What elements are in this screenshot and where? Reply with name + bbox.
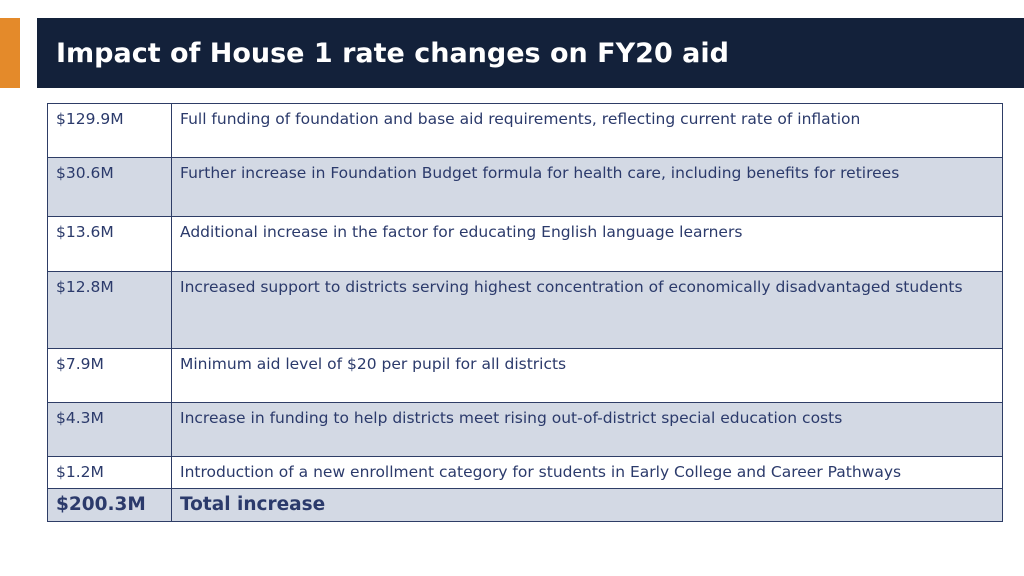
description-cell: Minimum aid level of $20 per pupil for all districts [172,349,1003,403]
description-cell: Further increase in Foundation Budget formula for health care, including benefits for retirees [172,158,1003,217]
table-row [48,104,1003,158]
page-title: Impact of House 1 rate changes on FY20 aid [56,37,729,69]
title-banner [37,18,1024,88]
table-row [48,217,1003,272]
table-row [48,457,1003,489]
aid-impact-table [47,103,1003,522]
description-cell: Increase in funding to help districts meet rising out-of-district special education costs [172,403,1003,457]
amount-cell: $1.2M [48,457,172,489]
amount-cell: $7.9M [48,349,172,403]
description-cell: Full funding of foundation and base aid requirements, reflecting current rate of inflation [172,104,1003,158]
table-row [48,158,1003,217]
description-cell: Introduction of a new enrollment category for students in Early College and Career Pathways [172,457,1003,489]
amount-cell: $129.9M [48,104,172,158]
amount-cell: $13.6M [48,217,172,272]
accent-bar [0,18,20,88]
amount-cell: $12.8M [48,272,172,349]
amount-cell: $30.6M [48,158,172,217]
total-amount: $200.3M [48,489,172,522]
table-row [48,272,1003,349]
description-cell: Increased support to districts serving highest concentration of economically disadvantaged students [172,272,1003,349]
table-row [48,403,1003,457]
amount-cell: $4.3M [48,403,172,457]
total-row [48,489,1003,522]
description-cell: Additional increase in the factor for educating English language learners [172,217,1003,272]
table-row [48,349,1003,403]
total-label: Total increase [172,489,1003,522]
